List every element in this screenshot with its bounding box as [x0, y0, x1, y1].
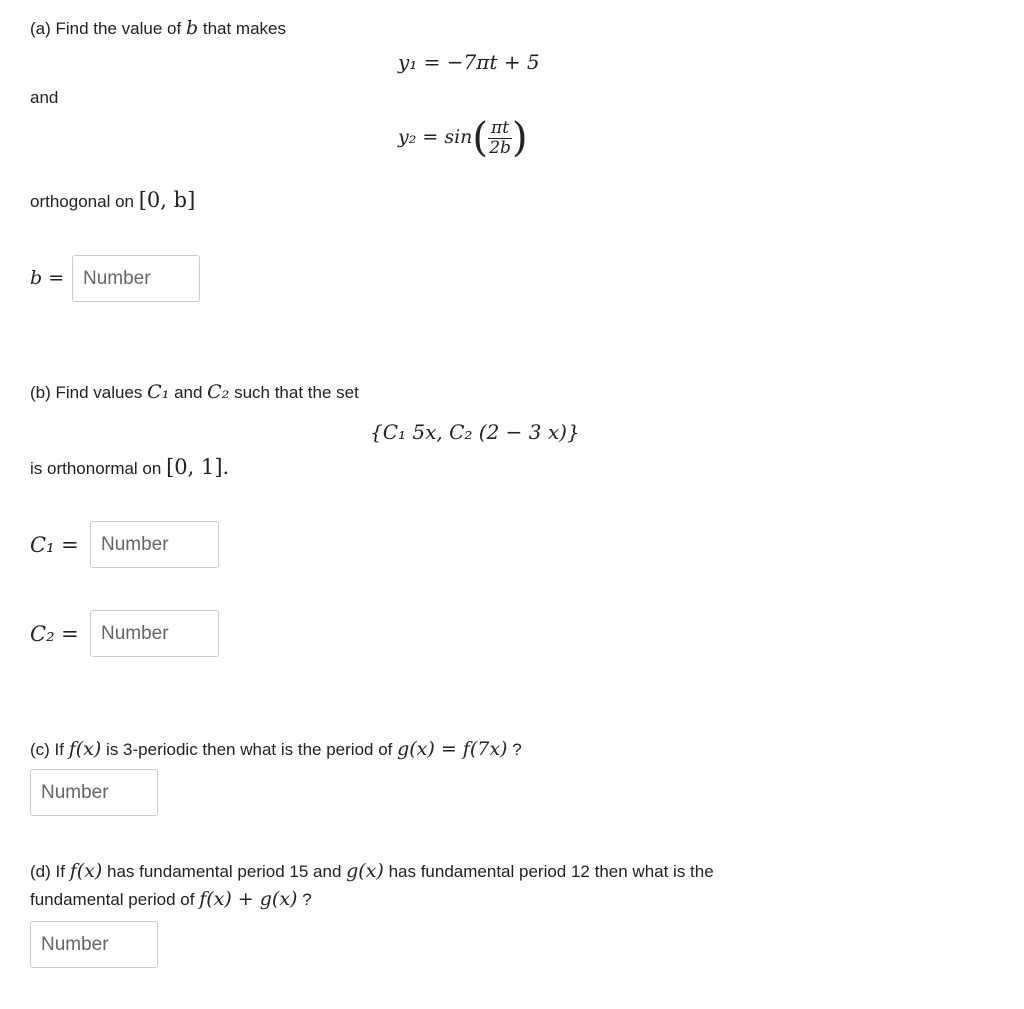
- math-b: b: [185, 17, 199, 39]
- text: has fundamental period 15 and: [107, 862, 342, 881]
- text: and: [174, 383, 203, 402]
- c2-label: C₂ =: [30, 622, 79, 646]
- and-text: and: [30, 88, 59, 107]
- equation-y1: y₁ = −7πt + 5: [398, 50, 540, 74]
- set-expression: {C₁ 5x, C₂ (2 − 3 x)}: [370, 420, 580, 444]
- text: (a) Find the value of: [30, 19, 182, 38]
- orthonormal-text: [30, 455, 229, 479]
- fraction-numerator: πt: [488, 119, 512, 139]
- text: ?: [302, 890, 312, 909]
- part-c-prompt: [30, 738, 522, 760]
- math-fx: f(x): [69, 860, 103, 882]
- c1-input[interactable]: [90, 521, 219, 568]
- orthogonal-text: [30, 188, 195, 212]
- text: has fundamental period 12 then what is the: [388, 862, 714, 881]
- text: that makes: [202, 19, 286, 38]
- text: is orthonormal on: [30, 459, 162, 478]
- period-input[interactable]: [30, 769, 158, 816]
- text: fundamental period of: [30, 890, 195, 909]
- math-gx: g(x): [346, 860, 384, 882]
- y2-lhs: y₂ = sin: [398, 126, 473, 148]
- text: (c) If: [30, 740, 64, 759]
- part-d-prompt: [30, 860, 714, 882]
- math-sum: f(x) + g(x): [199, 888, 298, 910]
- equation-y2: y₂ = sin( $\frac{\pi t}{2b}$ ): [398, 115, 528, 161]
- text: ?: [512, 740, 522, 759]
- part-b-prompt: [30, 381, 359, 403]
- fundamental-period-input[interactable]: [30, 921, 158, 968]
- text: orthogonal on: [30, 192, 134, 211]
- c2-input[interactable]: [90, 610, 219, 657]
- b-label: b =: [30, 267, 65, 289]
- text: (b) Find values: [30, 383, 143, 402]
- b-input[interactable]: [72, 255, 200, 302]
- part-d-prompt-line2: [30, 888, 312, 910]
- fraction-denominator: 2b: [489, 137, 511, 158]
- c1-label: C₁ =: [30, 533, 79, 557]
- part-a-prompt: [30, 17, 286, 39]
- math-gx: g(x) = f(7x): [397, 738, 508, 760]
- math-c1: C₁: [147, 381, 170, 403]
- interval: [0, 1].: [166, 455, 230, 479]
- interval: [0, b]: [138, 188, 196, 212]
- math-fx: f(x): [68, 738, 102, 760]
- text: such that the set: [234, 383, 359, 402]
- text: (d) If: [30, 862, 65, 881]
- text: is 3-periodic then what is the period of: [106, 740, 393, 759]
- math-c2: C₂: [207, 381, 230, 403]
